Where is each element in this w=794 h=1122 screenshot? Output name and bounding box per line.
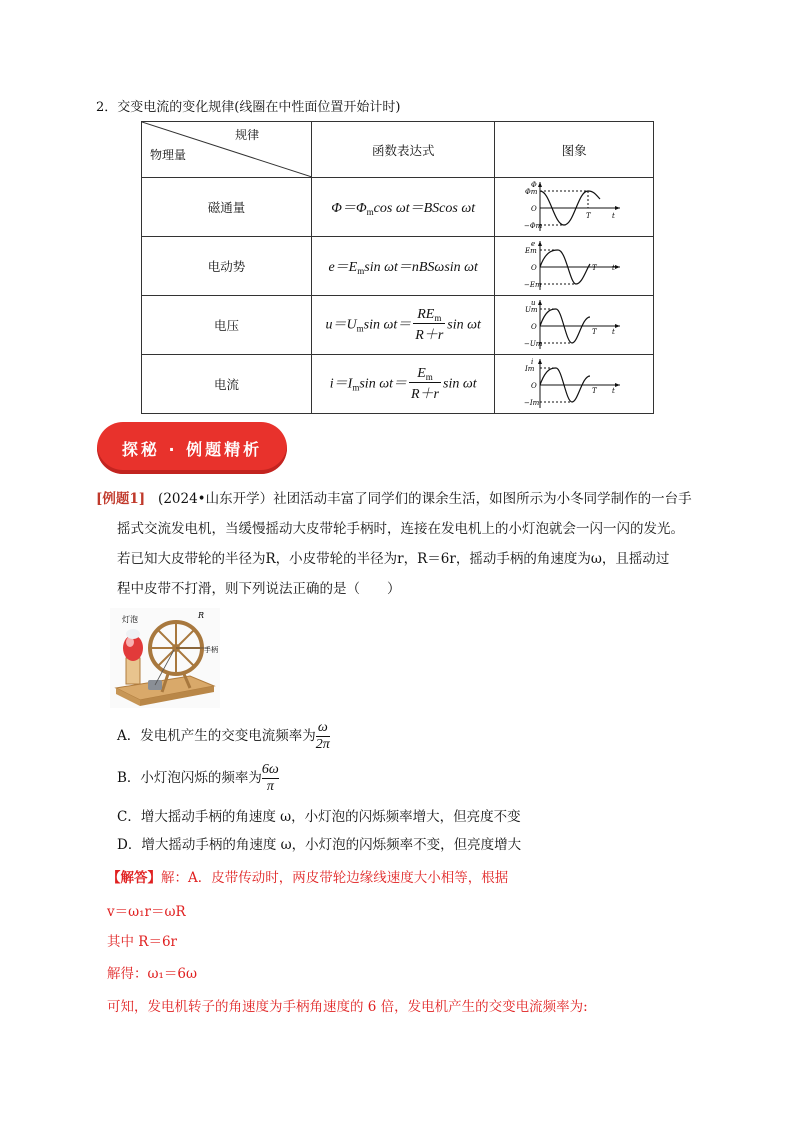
- option-a-fraction: $\frac{\omega}{2\pi}$: [315, 720, 330, 752]
- example-line-4: 程中皮带不打滑，则下列说法正确的是（ ）: [117, 581, 401, 597]
- svg-text:−Em: −Em: [524, 280, 542, 289]
- example-line-3: 若已知大皮带轮的半径为R，小皮带轮的半径为r，R＝6r，摇动手柄的角速度为ω，且摇动过: [117, 551, 670, 567]
- sine-graph: [524, 238, 624, 292]
- formula-flux: $\Phi=\Phi_m\cos$ ωt＝BScos ωt: [312, 178, 495, 237]
- section-banner: 探秘 · 例题精析: [97, 422, 287, 474]
- graph-flux: [495, 178, 654, 237]
- diagonal-header-cell: [142, 122, 312, 178]
- handle-label: 手柄: [204, 646, 218, 654]
- table-row-voltage: [142, 296, 654, 355]
- cosine-graph: [524, 179, 624, 233]
- graph-axis-y: Φ: [531, 180, 537, 189]
- option-c[interactable]: C．增大摇动手柄的角速度 ω，小灯泡的闪烁频率增大，但亮度不变: [117, 809, 521, 825]
- graph-current: [495, 355, 654, 414]
- formula-current: $i=I_m\sin$ ωt＝ $\frac{E_m}{R+r}$ sin ωt: [312, 355, 495, 414]
- answer-tag: 【解答】: [107, 870, 161, 886]
- answer-line-4: 解得：ω₁＝6ω: [107, 966, 198, 982]
- quantity-emf: 电动势: [142, 237, 312, 296]
- section-heading: 2．交变电流的变化规律(线圈在中性面位置开始计时): [96, 100, 401, 115]
- graph-axis-x: t: [612, 211, 615, 220]
- header-rule: 规律: [235, 128, 260, 142]
- svg-text:−Um: −Um: [524, 339, 543, 348]
- option-b[interactable]: B．小灯泡闪烁的频率为 $\frac{6\omega}{\pi}$: [117, 762, 279, 794]
- example-line-1: [例题1] (2024•山东开学）社团活动丰富了同学们的课余生活，如图所示为小冬同学制作的一台手: [96, 491, 692, 507]
- header-graph: 图象: [495, 122, 654, 178]
- svg-text:Im: Im: [525, 364, 535, 373]
- table-row-current: [142, 355, 654, 414]
- svg-text:O: O: [531, 263, 537, 272]
- header-quantity: 物理量: [150, 148, 187, 162]
- svg-text:u: u: [531, 298, 536, 307]
- header-formula: 函数表达式: [312, 122, 495, 178]
- table-row-flux: [142, 178, 654, 237]
- sine-graph: [524, 356, 624, 410]
- svg-text:t: t: [612, 263, 615, 272]
- bulb-label: 灯泡: [122, 615, 138, 624]
- big-wheel-label: R: [198, 611, 205, 620]
- sine-graph: [524, 297, 624, 351]
- graph-max: Φm: [525, 187, 538, 196]
- quantity-flux: 磁通量: [142, 178, 312, 237]
- svg-text:e: e: [531, 239, 536, 248]
- table-row-emf: [142, 237, 654, 296]
- svg-text:O: O: [531, 322, 537, 331]
- svg-text:O: O: [531, 381, 537, 390]
- svg-text:Em: Em: [525, 246, 537, 255]
- formula-voltage: $u=U_m\sin$ ωt＝ $\frac{RE_m}{R+r}$ sin ωt: [312, 296, 495, 355]
- formula-emf: $e=E_m\sin$ ωt＝nBSωsin ωt: [312, 237, 495, 296]
- svg-text:T: T: [592, 263, 597, 272]
- quantity-current: 电流: [142, 355, 312, 414]
- generator-illustration: [110, 608, 220, 708]
- svg-text:t: t: [612, 327, 615, 336]
- example-tag: [例题1]: [96, 491, 146, 507]
- graph-min: −Φm: [524, 221, 543, 230]
- svg-text:t: t: [612, 386, 615, 395]
- rules-table: [141, 121, 654, 414]
- quantity-voltage: 电压: [142, 296, 312, 355]
- graph-voltage: [495, 296, 654, 355]
- option-d[interactable]: D．增大摇动手柄的角速度 ω，小灯泡的闪烁频率不变，但亮度增大: [117, 837, 522, 853]
- option-b-fraction: $\frac{6\omega}{\pi}$: [261, 762, 279, 794]
- graph-origin: O: [531, 204, 537, 213]
- answer-line-3: 其中 R＝6r: [107, 934, 177, 950]
- answer-line-5: 可知，发电机转子的角速度为手柄角速度的 6 倍，发电机产生的交变电流频率为:: [107, 999, 588, 1015]
- example-line-2: 摇式交流发电机，当缓慢摇动大皮带轮手柄时，连接在发电机上的小灯泡就会一闪一闪的发光。: [117, 521, 684, 537]
- option-a[interactable]: A．发电机产生的交变电流频率为 $\frac{\omega}{2\pi}$: [117, 720, 330, 752]
- answer-line-2: v＝ω₁r＝ωR: [107, 904, 186, 920]
- svg-text:Um: Um: [525, 305, 538, 314]
- svg-text:−Im: −Im: [524, 398, 540, 407]
- graph-emf: [495, 237, 654, 296]
- svg-text:T: T: [592, 327, 597, 336]
- svg-text:i: i: [531, 357, 534, 366]
- answer-line-1: 【解答】解：A．皮带传动时，两皮带轮边缘线速度大小相等，根据: [107, 870, 509, 886]
- svg-text:T: T: [592, 386, 597, 395]
- graph-period: T: [586, 211, 591, 220]
